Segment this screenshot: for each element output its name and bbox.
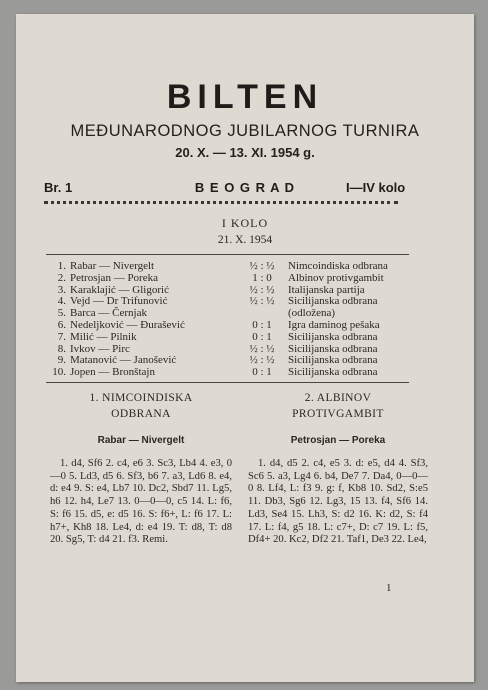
game-column-2 (248, 390, 428, 547)
table-row: 7. Milić — Pilnik 0 : 1 Sicilijanska odbrana (57, 330, 378, 343)
game-moves: 1. d4, Sf6 2. c4, e6 3. Sc3, Lb4 4. e3, 0—0 5. Ld3, d5 6. Sf3, b6 7. a3, Ld6 8. e4, d: e4 9. S: e4, Lb7 10. Dc2, Sbd7 11. Lg5, h6 12. h4, Le7 13. 0—0—0, c5 14. L: f6, S: f6 15. d5, e: d5 16. S: f6+, L: f6 17. L: h7+, Kh8 18. Le4, d: e4 19. T: d8, T: d8 20. Sg5, T: d4 21. f3. Remi. (50, 458, 232, 546)
tournament-dates: 20. X. — 13. XI. 1954 g. (175, 145, 315, 160)
game-players: Petrosjan — Poreka (290, 435, 386, 446)
page-number: 1 (386, 582, 392, 594)
results-table (52, 261, 412, 379)
game-moves: 1. d4, d5 2. c4, e5 3. d: e5, d4 4. Sf3, Sc6 5. a3, Lg4 6. b4, De7 7. Da4, 0—0—0 8. Lf4, L: f3 9. g: f, Kb8 10. Sd2, S:e5 11. Db3, Sg6 12. Lg3, 15 13. f4, Sf6 14. Ld3, Se4 15. Lh3, S: d2 16. K: d2, S: f4 17. L: f4, g5 18. L: c7+, D: c7 19. L: f5, Df4+ 20. Kc2, Df2 21. Taf1, De3 22. Le4, (248, 458, 428, 546)
game-players: Rabar — Nivergelt (97, 435, 185, 446)
issue-number: Br. 1 (44, 180, 73, 195)
round-date: 21. X. 1954 (217, 234, 273, 246)
table-row: 10. Jopen — Bronštajn 0 : 1 Sicilijanska odbrana (52, 366, 378, 379)
city-name: B E O G R A D (194, 180, 296, 195)
table-row: 5. Barca — Černjak (odložena) (57, 307, 336, 320)
game-heading: 2. ALBINOV PROTIVGAMBIT (292, 392, 384, 420)
table-row: 3. Karaklajić — Gligorić ½ : ½ Italijanska partija (57, 283, 365, 296)
bulletin-subtitle: MEĐUNARODNOG JUBILARNOG TURNIRA (70, 122, 420, 140)
table-bottom-rule (46, 382, 409, 383)
table-row: 8. Ivkov — Pirc ½ : ½ Sicilijanska odbrana (57, 342, 378, 355)
bulletin-page (16, 14, 474, 682)
game-column-1 (50, 390, 232, 547)
table-row: 1. Rabar — Nivergelt ½ : ½ Nimcoindiska odbrana (57, 260, 388, 272)
table-top-rule (46, 254, 409, 255)
round-title: I KOLO (221, 216, 269, 230)
table-row: 4. Vejd — Dr Trifunović ½ : ½ Sicilijanska odbrana (57, 295, 378, 308)
table-row: 6. Nedeljković — Đurašević 0 : 1 Igra daminog pešaka (57, 318, 380, 331)
table-row: 9. Matanović — Janošević ½ : ½ Sicilijanska odbrana (57, 354, 378, 367)
header-divider (44, 201, 398, 204)
game-heading: 1. NIMCOINDISKA ODBRANA (89, 392, 193, 420)
table-row: 2. Petrosjan — Poreka 1 : 0 Albinov protivgambit (57, 271, 384, 284)
rounds-range: I—IV kolo (346, 180, 406, 195)
bulletin-title: BILTEN (166, 78, 324, 116)
